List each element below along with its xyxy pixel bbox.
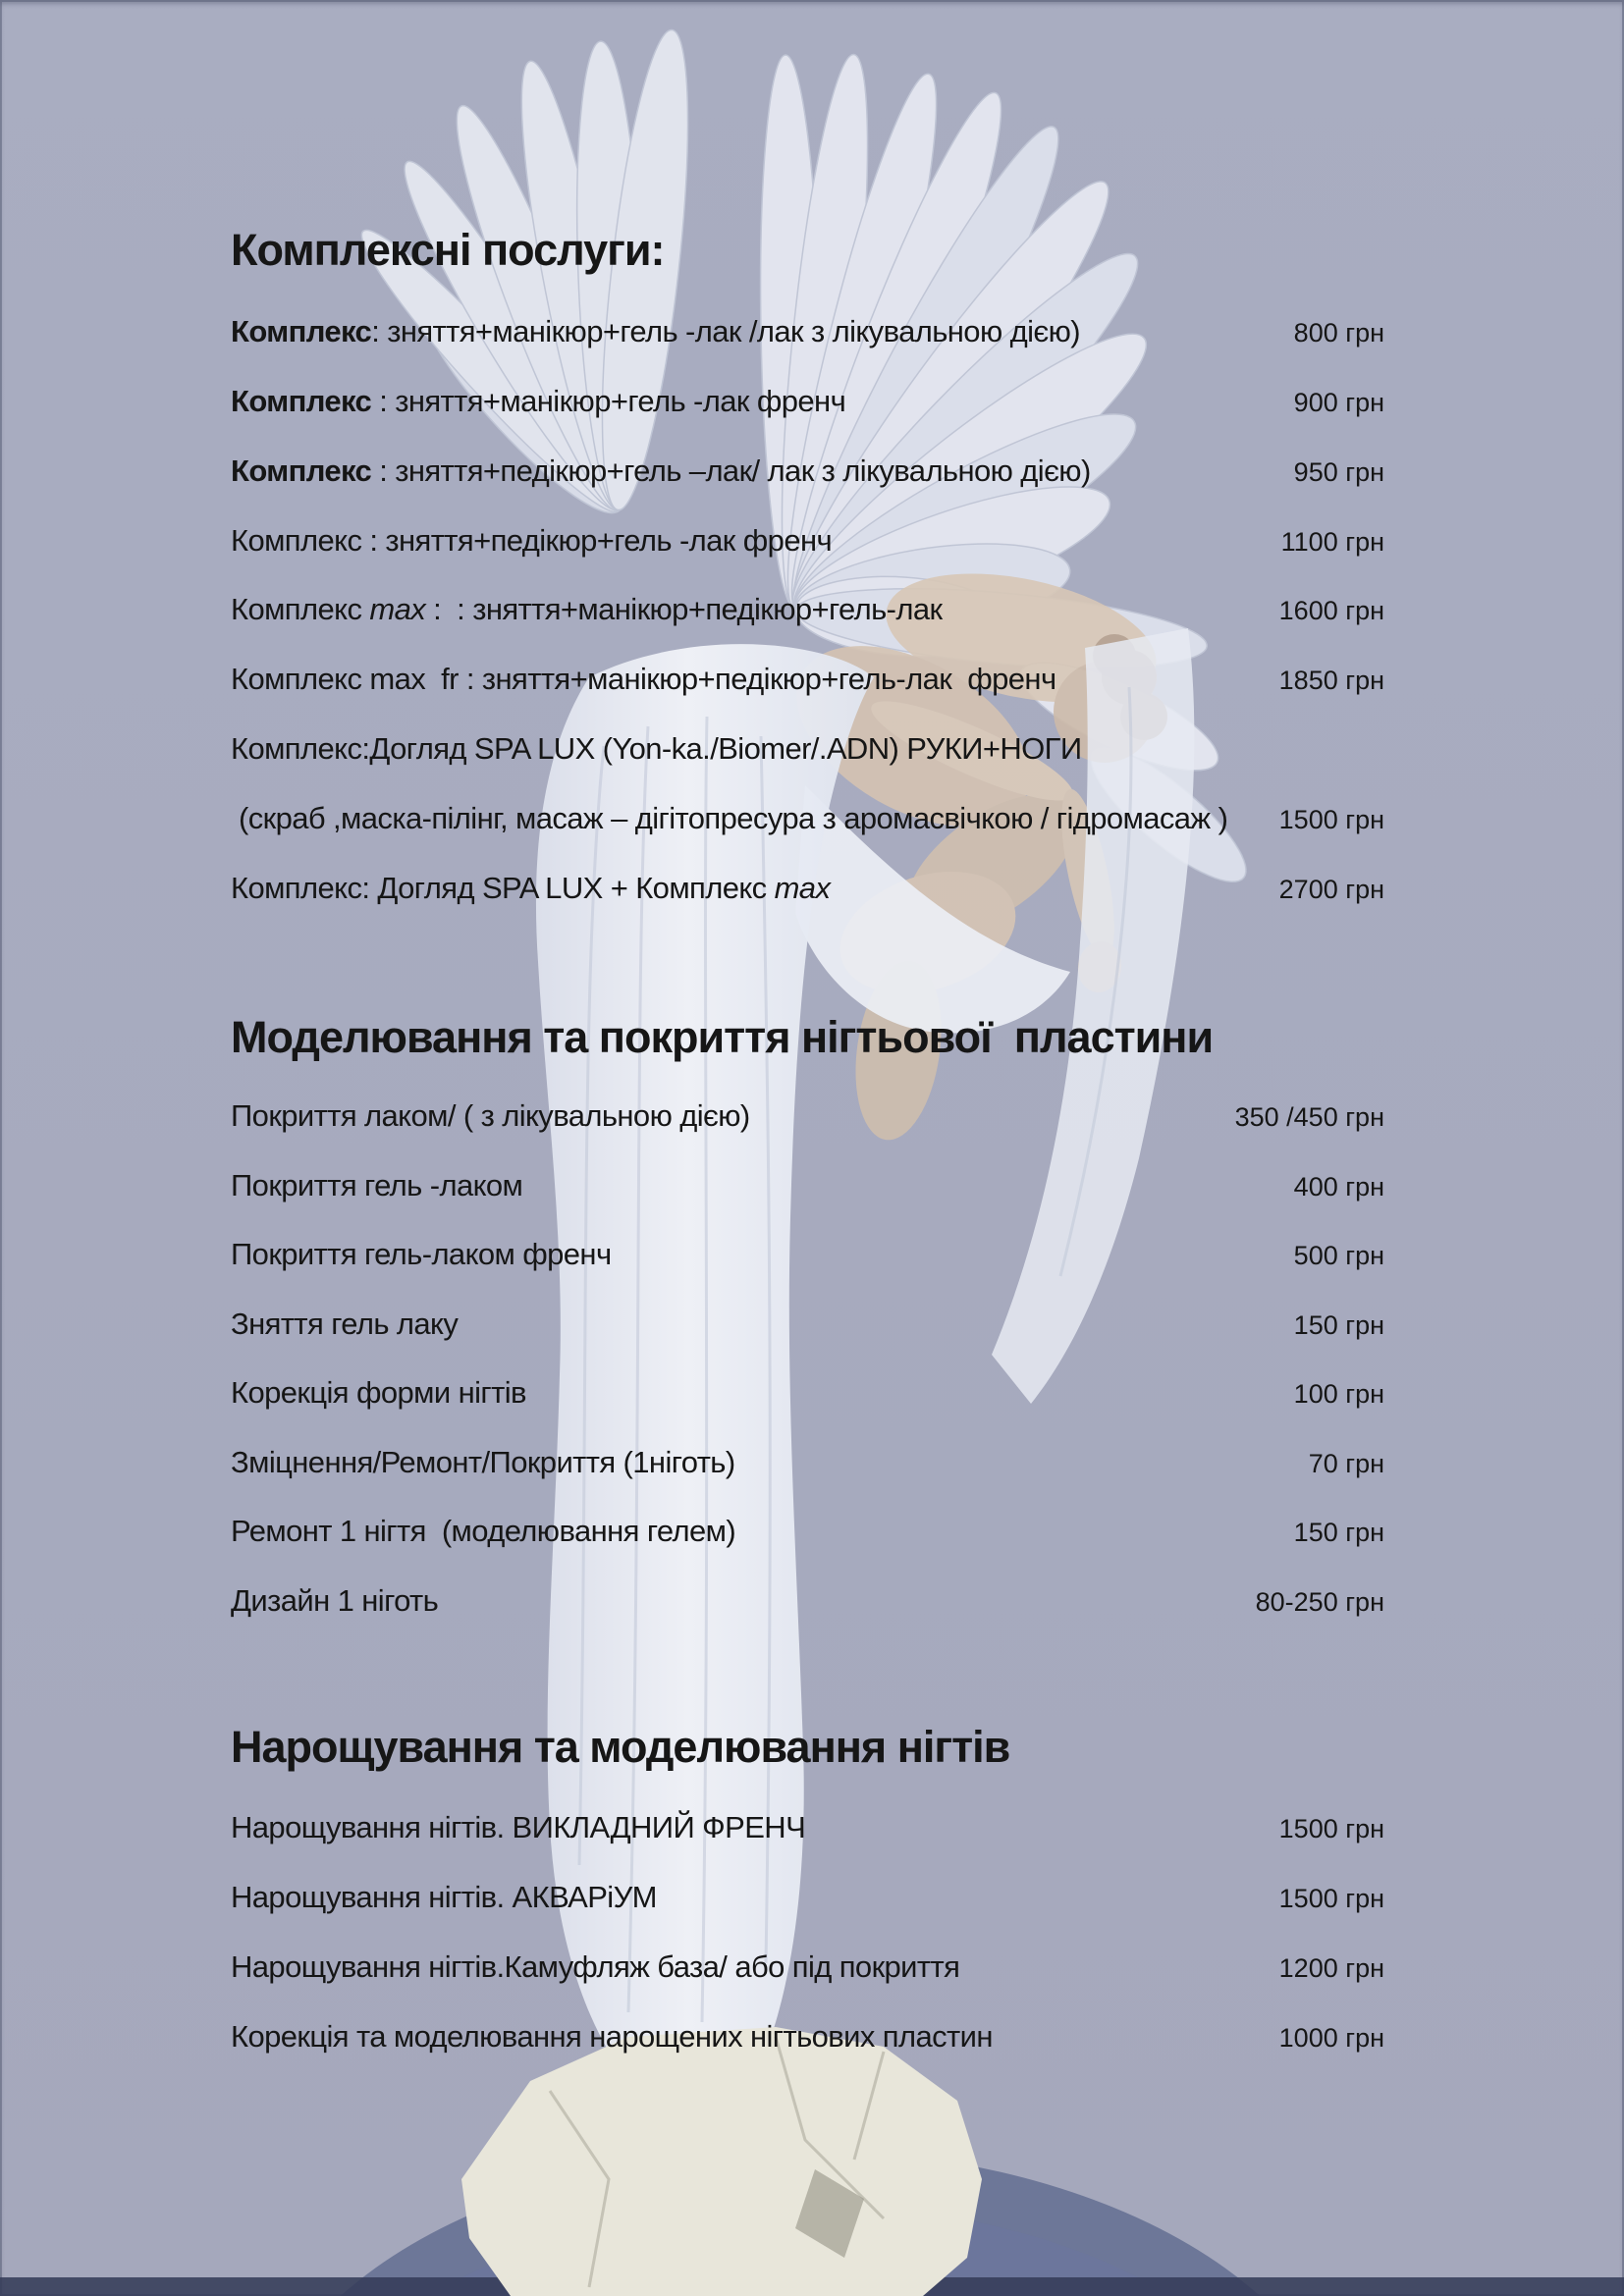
service-price: 150 грн [1293, 1310, 1384, 1340]
service-label: Нарощування нігтів. АКВАРіУМ [231, 1880, 657, 1914]
service-row [231, 1233, 1384, 1276]
service-label: (скраб ,маска-пілінг, масаж – дігітопресура з аромасвічкою / гідромасаж ) [231, 801, 1228, 835]
service-label: Нарощування нігтів.Камуфляж база/ або під покриття [231, 1949, 960, 1984]
service-row [231, 1303, 1384, 1346]
service-price: 1500 грн [1278, 1814, 1384, 1843]
service-label: Дизайн 1 ніготь [231, 1583, 439, 1618]
service-label: Покриття лаком/ ( з лікувальною дією) [231, 1098, 750, 1133]
service-row [231, 519, 1384, 562]
service-label: Комплекс: зняття+манікюр+гель -лак /лак з лікувальною дією) [231, 314, 1080, 348]
service-price: 1850 грн [1278, 666, 1384, 695]
service-row [231, 450, 1384, 493]
service-price: 70 грн [1308, 1449, 1384, 1478]
service-label: Покриття гель-лаком френч [231, 1237, 612, 1271]
service-price: 400 грн [1293, 1172, 1384, 1201]
service-label: Зняття гель лаку [231, 1307, 459, 1341]
service-label: Нарощування нігтів. ВИКЛАДНИЙ ФРЕНЧ [231, 1810, 806, 1844]
service-label: Комплекс max fr : зняття+манікюр+педікюр+гель-лак френч [231, 662, 1056, 696]
service-row [231, 1876, 1384, 1919]
service-price: 1100 грн [1280, 527, 1384, 557]
service-label: Покриття гель -лаком [231, 1168, 523, 1202]
service-label: Ремонт 1 нігтя (моделювання гелем) [231, 1514, 736, 1548]
section-title-complex-services: Комплексні послуги: [231, 225, 665, 275]
service-label: Зміцнення/Ремонт/Покриття (1ніготь) [231, 1445, 735, 1479]
service-row [231, 1806, 1384, 1849]
service-label: Комплекс : зняття+педікюр+гель –лак/ лак з лікувальною дією) [231, 454, 1091, 488]
service-row [231, 658, 1384, 701]
service-price: 1500 грн [1278, 805, 1384, 834]
service-row [231, 1579, 1384, 1623]
service-row [231, 1441, 1384, 1484]
service-row [231, 867, 1384, 910]
service-label: Комплекс : зняття+педікюр+гель -лак френч [231, 523, 833, 558]
service-row [231, 1095, 1384, 1138]
service-price: 500 грн [1293, 1241, 1384, 1270]
service-label: Комплекс: Догляд SPA LUX + Комплекс max [231, 871, 831, 905]
service-row [231, 1164, 1384, 1207]
service-row [231, 310, 1384, 353]
section-title-nail-extension: Нарощування та моделювання нігтів [231, 1722, 1010, 1772]
service-label: Комплекс max : : зняття+манікюр+педікюр+гель-лак [231, 592, 943, 626]
service-label: Комплекс : зняття+манікюр+гель -лак френч [231, 384, 846, 418]
service-price: 1200 грн [1278, 1953, 1384, 1983]
service-price: 1500 грн [1278, 1884, 1384, 1913]
service-price: 1000 грн [1278, 2023, 1384, 2053]
service-price: 800 грн [1293, 318, 1384, 347]
service-price: 150 грн [1293, 1518, 1384, 1547]
service-row [231, 1510, 1384, 1553]
service-label: Корекція форми нігтів [231, 1375, 526, 1410]
service-row [231, 588, 1384, 631]
service-row [231, 380, 1384, 423]
service-row [231, 1371, 1384, 1415]
service-price: 350 /450 грн [1234, 1102, 1384, 1132]
service-label: Комплекс:Догляд SPA LUX (Yon-ka./Biomer/.ADN) РУКИ+НОГИ [231, 731, 1082, 766]
service-label: Корекція та моделювання нарощених нігтьових пластин [231, 2019, 993, 2054]
service-row [231, 727, 1384, 771]
service-price: 1600 грн [1278, 596, 1384, 625]
section-title-modeling-coating: Моделювання та покриття нігтьової пластини [231, 1012, 1214, 1062]
service-price: 80-250 грн [1255, 1587, 1384, 1617]
service-row [231, 2015, 1384, 2058]
service-price: 900 грн [1293, 388, 1384, 417]
service-price: 100 грн [1293, 1379, 1384, 1409]
service-row [231, 1946, 1384, 1989]
service-price: 950 грн [1293, 457, 1384, 487]
service-row [231, 797, 1384, 840]
service-price: 2700 грн [1278, 875, 1384, 904]
